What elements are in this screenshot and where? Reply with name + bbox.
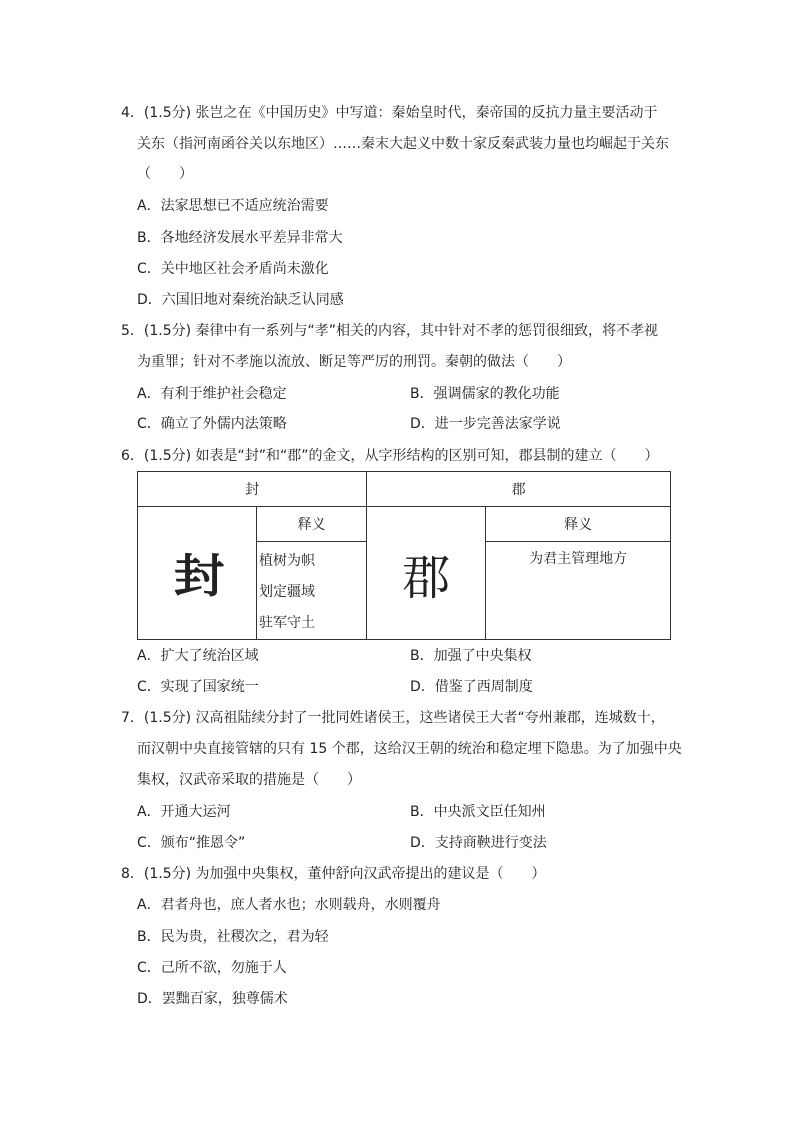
jun-meaning: 为君主管理地方	[486, 542, 671, 640]
feng-meanings	[257, 542, 367, 640]
jun-glyph-cell	[367, 507, 486, 640]
q8-option-c[interactable]: C．己所不欲，勿施于人	[137, 960, 287, 976]
q7-option-c[interactable]: C．颁布“推恩令”	[137, 835, 246, 851]
q6-option-b[interactable]: B．加强了中央集权	[410, 648, 532, 664]
feng-meaning-3: 驻军守土	[259, 615, 315, 631]
table-header-jun: 郡	[367, 472, 671, 507]
feng-glyph-cell	[138, 507, 257, 640]
q4-option-a[interactable]: A．法家思想已不适应统治需要	[137, 198, 329, 214]
q6-option-c[interactable]: C．实现了国家统一	[137, 679, 259, 695]
q7-stem-line-1: 7．(1.5分) 汉高祖陆续分封了一批同姓诸侯王，这些诸侯王大者“夸州兼郡，连城数十，	[121, 710, 665, 726]
q7-option-d[interactable]: D．支持商鞅进行变法	[410, 835, 547, 851]
q5-option-c[interactable]: C．确立了外儒内法策略	[137, 416, 287, 432]
q7-stem-line-3: 集权，汉武帝采取的措施是（ ）	[137, 772, 361, 788]
q5-option-b[interactable]: B．强调儒家的教化功能	[410, 386, 560, 402]
q5-stem-line-1: 5．(1.5分) 秦律中有一系列与“孝”相关的内容，其中针对不孝的惩罚很细致，将不孝视	[121, 323, 659, 339]
jun-bronze-script-glyph: 郡	[402, 549, 451, 606]
q4-option-c[interactable]: C．关中地区社会矛盾尚未激化	[137, 261, 329, 277]
q6-stem-line-1: 6．(1.5分) 如表是“封”和“郡”的金文，从字形结构的区别可知，郡县制的建立（ ）	[121, 448, 659, 464]
q7-option-b[interactable]: B．中央派文臣任知州	[410, 804, 546, 820]
feng-bronze-script-glyph: 封	[173, 549, 221, 603]
q5-option-d[interactable]: D．进一步完善法家学说	[410, 416, 561, 432]
q7-stem-line-2: 而汉朝中央直接管辖的只有 15 个郡，这给汉王朝的统治和稳定埋下隐患。为了加强中央	[137, 741, 682, 757]
q5-option-a[interactable]: A．有利于维护社会稳定	[137, 386, 287, 402]
q4-option-d[interactable]: D．六国旧地对秦统治缺乏认同感	[137, 292, 344, 308]
jun-meaning-header: 释义	[486, 507, 671, 542]
feng-meaning-2: 划定疆域	[259, 584, 315, 600]
q8-stem-line-1: 8．(1.5分) 为加强中央集权，董仲舒向汉武帝提出的建议是（ ）	[121, 866, 546, 882]
q7-option-a[interactable]: A．开通大运河	[137, 804, 231, 820]
q4-stem-line-1: 4．(1.5分) 张岂之在《中国历史》中写道：秦始皇时代，秦帝国的反抗力量主要活动于	[121, 105, 658, 121]
q4-stem-line-3: （ ）	[137, 166, 193, 182]
q8-option-d[interactable]: D．罢黜百家，独尊儒术	[137, 991, 288, 1007]
table-header-feng: 封	[138, 472, 367, 507]
q4-stem-line-2: 关东（指河南函谷关以东地区）……秦末大起义中数十家反秦武装力量也均崛起于关东	[137, 136, 669, 152]
feng-meaning-1: 植树为帜	[259, 553, 315, 569]
q5-stem-line-2: 为重罪；针对不孝施以流放、断足等严厉的刑罚。秦朝的做法（ ）	[137, 354, 571, 370]
q8-option-b[interactable]: B．民为贵，社稷次之，君为轻	[137, 929, 329, 945]
q4-option-b[interactable]: B．各地经济发展水平差异非常大	[137, 230, 343, 246]
glyph-comparison-table	[137, 471, 671, 640]
feng-meaning-header: 释义	[257, 507, 367, 542]
q8-option-a[interactable]: A．君者舟也，庶人者水也；水则载舟，水则覆舟	[137, 897, 441, 913]
q6-option-d[interactable]: D．借鉴了西周制度	[410, 679, 533, 695]
q6-option-a[interactable]: A．扩大了统治区域	[137, 648, 259, 664]
